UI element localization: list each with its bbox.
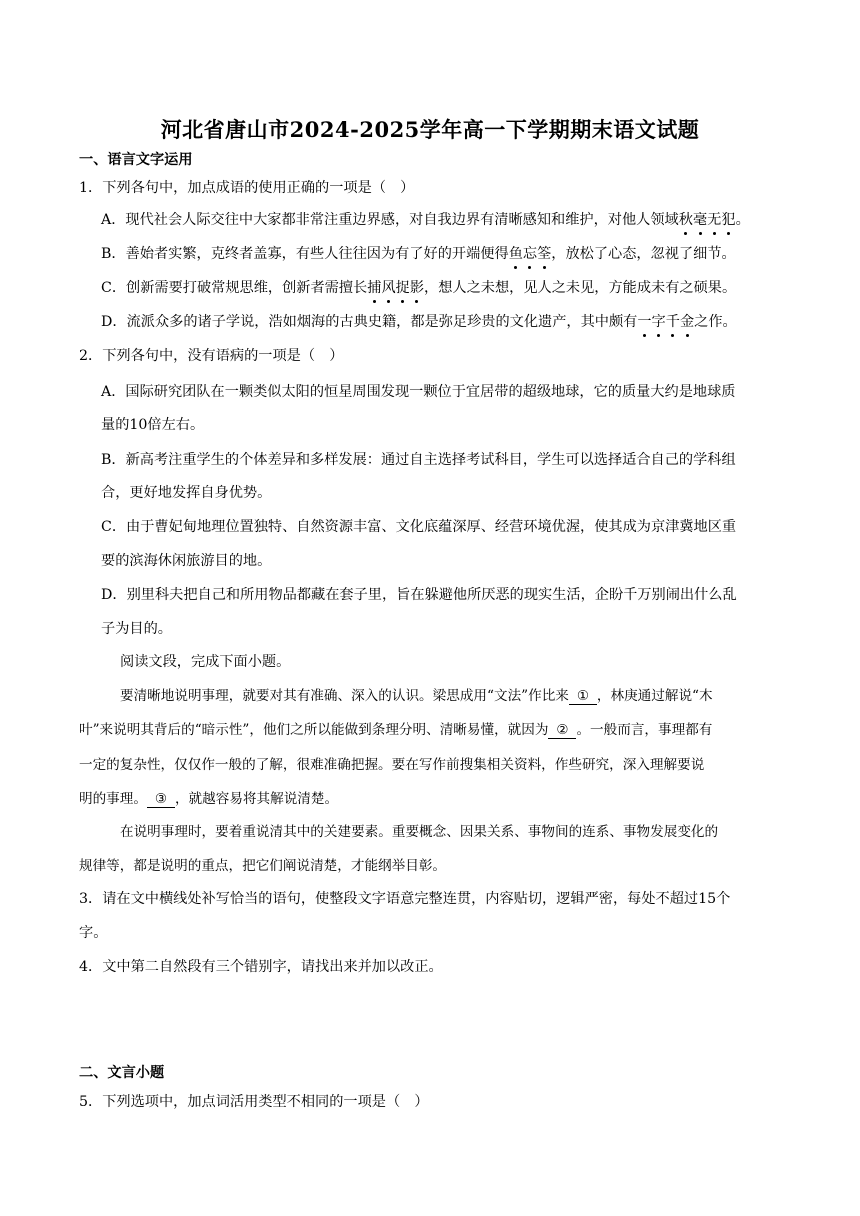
dotted-char: 风 (381, 280, 396, 296)
option-text: D．流派众多的诸子学说，浩如烟海的古典史籍，都是弥足珍贵的文化遗产，其中颇有 (101, 314, 638, 330)
question-1-option-d (101, 312, 737, 332)
dotted-char: 千 (665, 314, 680, 330)
passage-line (79, 720, 712, 740)
passage-line: 一定的复杂性，仅仅作一般的了解，很难准确把握。要在写作前搜集相关资料，作些研究，深入理解要说 (79, 757, 705, 773)
dotted-char: 犯 (721, 212, 736, 228)
dotted-char: 一 (637, 314, 652, 330)
question-2-option-c-cont: 要的滨海休闲旅游目的地。 (101, 553, 272, 569)
question-4: 4．文中第二自然段有三个错别字，请找出来并加以改正。 (79, 959, 443, 975)
passage-text: ，就越容易将其解说清楚。 (174, 791, 339, 807)
passage-text: 叶”来说明其背后的“暗示性”，他们之所以能做到条理分明、清晰易懂，就因为 (79, 722, 549, 738)
question-2-option-a-cont: 量的10倍左右。 (101, 417, 205, 433)
question-3-cont: 字。 (79, 925, 108, 941)
question-3: 3．请在文中横线处补写恰当的语句，使整段文字语意完整连贯，内容贴切，逻辑严密，每处不超过15个 (79, 891, 731, 907)
section-heading-language-use: 一、语言文字运用 (79, 152, 193, 168)
option-text: 。 (735, 212, 750, 228)
dotted-char: 无 (707, 212, 722, 228)
option-text: 之作。 (694, 314, 737, 330)
question-1-stem: 1．下列各句中，加点成语的使用正确的一项是（ ） (79, 180, 415, 196)
passage-line (79, 789, 338, 809)
passage-line: 规律等，都是说明的重点，把它们阐说清楚，才能纲举目彰。 (79, 858, 447, 874)
question-2-stem: 2．下列各句中，没有语病的一项是（ ） (79, 348, 344, 364)
option-text: ，想人之未想，见人之未见，方能成未有之硕果。 (424, 280, 737, 296)
option-text: ，放松了心态，忽视了细节。 (551, 246, 736, 262)
fill-blank-2: ② (548, 722, 576, 739)
fill-blank-1: ① (569, 688, 597, 705)
passage-text: ，林庚通过解说“木 (596, 688, 713, 704)
question-2-option-b-cont: 合，更好地发挥自身优势。 (101, 485, 272, 501)
passage-text: 明的事理。 (79, 791, 147, 807)
question-2-option-d-cont: 子为目的。 (101, 621, 172, 637)
question-1-option-a (101, 210, 750, 230)
option-text: A．现代社会人际交往中大家都非常注重边界感，对自我边界有清晰感知和维护，对他人领域 (101, 212, 679, 228)
question-2-option-c: C．由于曹妃甸地理位置独特、自然资源丰富、文化底蕴深厚、经营环境优渥，使其成为京津冀地区重 (101, 519, 737, 535)
dotted-char: 筌 (537, 246, 552, 262)
dotted-char: 捕 (367, 280, 382, 296)
dotted-char: 毫 (692, 212, 708, 228)
section-heading-classical-chinese: 二、文言小题 (79, 1065, 165, 1081)
dotted-char: 影 (409, 280, 425, 296)
question-2-option-a: A．国际研究团队在一颗类似太阳的恒星周围发现一颗位于宜居带的超级地球，它的质量大约是地球质 (101, 384, 736, 400)
page-title: 河北省唐山市2024-2025学年高一下学期期末语文试题 (160, 117, 700, 142)
question-1-option-b (101, 244, 736, 264)
dotted-char: 秋 (678, 212, 693, 228)
dotted-char: 字 (651, 314, 666, 330)
passage-text: 要清晰地说明事理，就要对其有准确、深入的认识。梁思成用“文法”作比来 (120, 688, 569, 704)
passage-text: 。一般而言，事理都有 (576, 722, 713, 738)
dotted-char: 鱼 (508, 246, 523, 262)
passage-line: 在说明事理时，要着重说清其中的关建要素。重要概念、因果关系、事物间的连系、事物发展变化的 (120, 824, 719, 840)
reading-intro: 阅读文段，完成下面小题。 (120, 654, 291, 670)
option-text: B．善始者实繁，克终者盖寡，有些人往往因为有了好的开端便得 (101, 246, 509, 262)
dotted-char: 金 (679, 314, 695, 330)
passage-line (120, 686, 713, 706)
option-text: C．创新需要打破常规思维，创新者需擅长 (101, 280, 368, 296)
question-5-stem: 5．下列选项中，加点词活用类型不相同的一项是（ ） (79, 1094, 429, 1110)
dotted-char: 捉 (395, 280, 410, 296)
question-2-option-d: D．别里科夫把自己和所用物品都藏在套子里，旨在躲避他所厌恶的现实生活，企盼千万别闹出什么乱 (101, 587, 737, 603)
dotted-char: 忘 (522, 246, 538, 262)
question-2-option-b: B．新高考注重学生的个体差异和多样发展：通过自主选择考试科目，学生可以选择适合自己的学科组 (101, 452, 736, 468)
fill-blank-3: ③ (147, 791, 175, 808)
question-1-option-c (101, 278, 736, 298)
